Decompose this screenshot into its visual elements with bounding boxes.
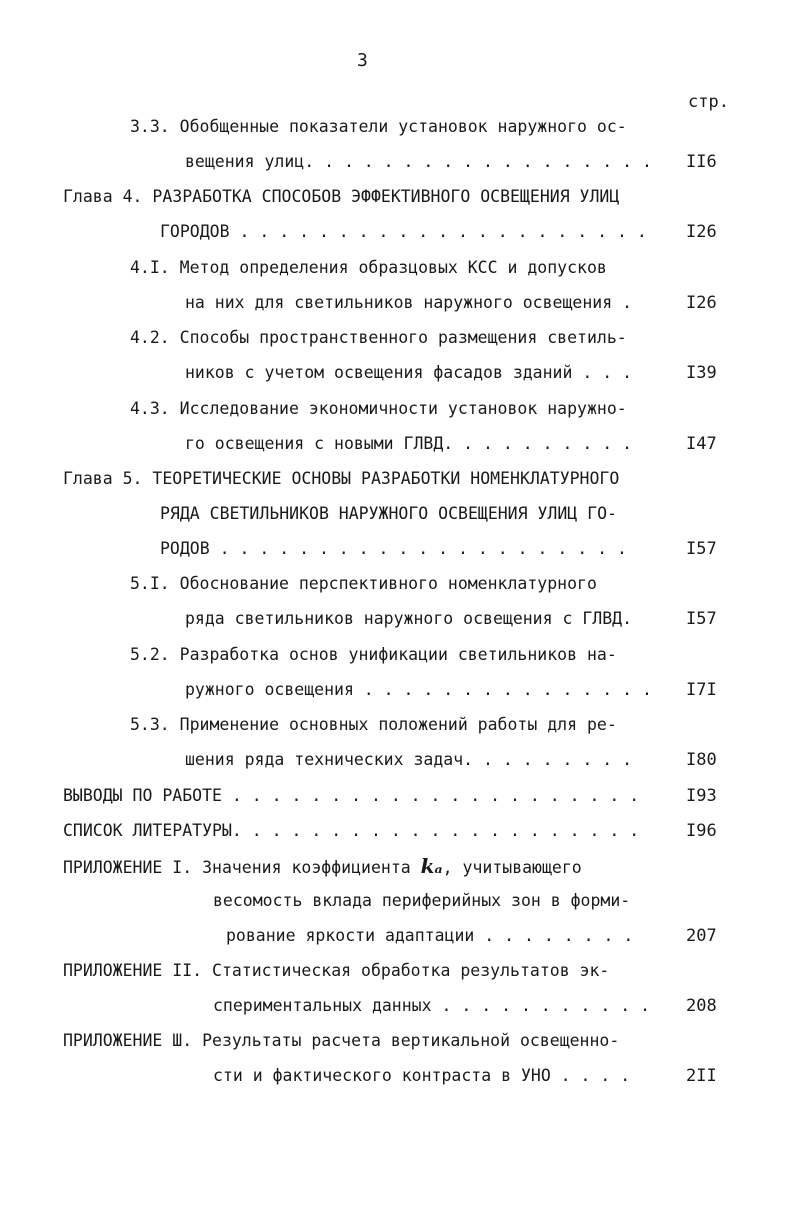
toc-line: ников с учетом освещения фасадов зданий . . . (185, 363, 633, 382)
toc-page-number: I26 (686, 293, 717, 313)
toc-page-number: I96 (686, 821, 717, 841)
toc-line: сти и фактического контраста в УНО . . . . (213, 1066, 631, 1085)
toc-line: 5.2. Разработка основ унификации светильников на- (130, 645, 617, 664)
toc-line: РОДОВ . . . . . . . . . . . . . . . . . . . . . (160, 539, 627, 558)
toc-line: ГОРОДОВ . . . . . . . . . . . . . . . . . . . . . (160, 222, 647, 241)
toc-line: Глава 4. РАЗРАБОТКА СПОСОБОВ ЭФФЕКТИВНОГО ОСВЕЩЕНИЯ УЛИЦ (63, 187, 620, 206)
toc-page-number: I93 (686, 786, 717, 806)
toc-line: ряда светильников наружного освещения с ГЛВД. (185, 609, 633, 628)
toc-line: 3.3. Обобщенные показатели установок наружного ос- (130, 117, 627, 136)
pages-column-header: стр. (688, 92, 729, 112)
toc-page-number: II6 (686, 152, 717, 172)
toc-page-number: I57 (686, 609, 717, 629)
toc-page-number: I80 (686, 750, 717, 770)
toc-line (63, 856, 582, 878)
toc-line: Глава 5. ТЕОРЕТИЧЕСКИЕ ОСНОВЫ РАЗРАБОТКИ НОМЕНКЛАТУРНОГО (63, 469, 620, 488)
toc-page-number: I57 (686, 539, 717, 559)
toc-page-number: 208 (686, 996, 717, 1016)
toc-line: 4.3. Исследование экономичности установок наружно- (130, 399, 627, 418)
toc-line: вещения улиц. . . . . . . . . . . . . . . . . . (185, 152, 652, 171)
page-number: 3 (357, 50, 368, 71)
toc-line-text: ПРИЛОЖЕНИЕ I. Значения коэффициента (63, 858, 411, 877)
toc-line: рование яркости адаптации . . . . . . . . (226, 926, 634, 945)
toc-line: ВЫВОДЫ ПО РАБОТЕ . . . . . . . . . . . . . . . . . . . . . (63, 786, 640, 805)
toc-line: СПИСОК ЛИТЕРАТУРЫ. . . . . . . . . . . . . . . . . . . . . (63, 821, 640, 840)
toc-line-text: , учитывающего (442, 858, 582, 877)
toc-page-number: I7I (686, 680, 717, 700)
toc-line: ПРИЛОЖЕНИЕ II. Статистическая обработка результатов эк- (63, 961, 610, 980)
toc-line: 4.2. Способы пространственного размещения светиль- (130, 328, 627, 347)
toc-page-number: I26 (686, 222, 717, 242)
toc-line: весомость вклада периферийных зон в форми- (213, 891, 631, 910)
toc-line: ПРИЛОЖЕНИЕ Ш. Результаты расчета вертикальной освещенно- (63, 1031, 620, 1050)
toc-line: спериментальных данных . . . . . . . . . . . (213, 996, 651, 1015)
toc-page-number: I39 (686, 363, 717, 383)
toc-line: на них для светильников наружного освещения . (185, 293, 633, 312)
toc-line: ружного освещения . . . . . . . . . . . . . . . (185, 680, 652, 699)
toc-line: 5.3. Применение основных положений работы для ре- (130, 715, 617, 734)
toc-page-number: 207 (686, 926, 717, 946)
toc-page-number: I47 (686, 434, 717, 454)
toc-line: 5.I. Обоснование перспективного номенклатурного (130, 574, 597, 593)
toc-page-number: 2II (686, 1066, 717, 1086)
toc-line: 4.I. Метод определения образцовых КСС и допусков (130, 258, 607, 277)
toc-line: го освещения с новыми ГЛВД. . . . . . . . . . (185, 434, 633, 453)
coefficient-symbol: kₐ (420, 854, 443, 878)
toc-line: РЯДА СВЕТИЛЬНИКОВ НАРУЖНОГО ОСВЕЩЕНИЯ УЛИЦ ГО- (160, 504, 617, 523)
toc-line: шения ряда технических задач. . . . . . . . . (185, 750, 633, 769)
